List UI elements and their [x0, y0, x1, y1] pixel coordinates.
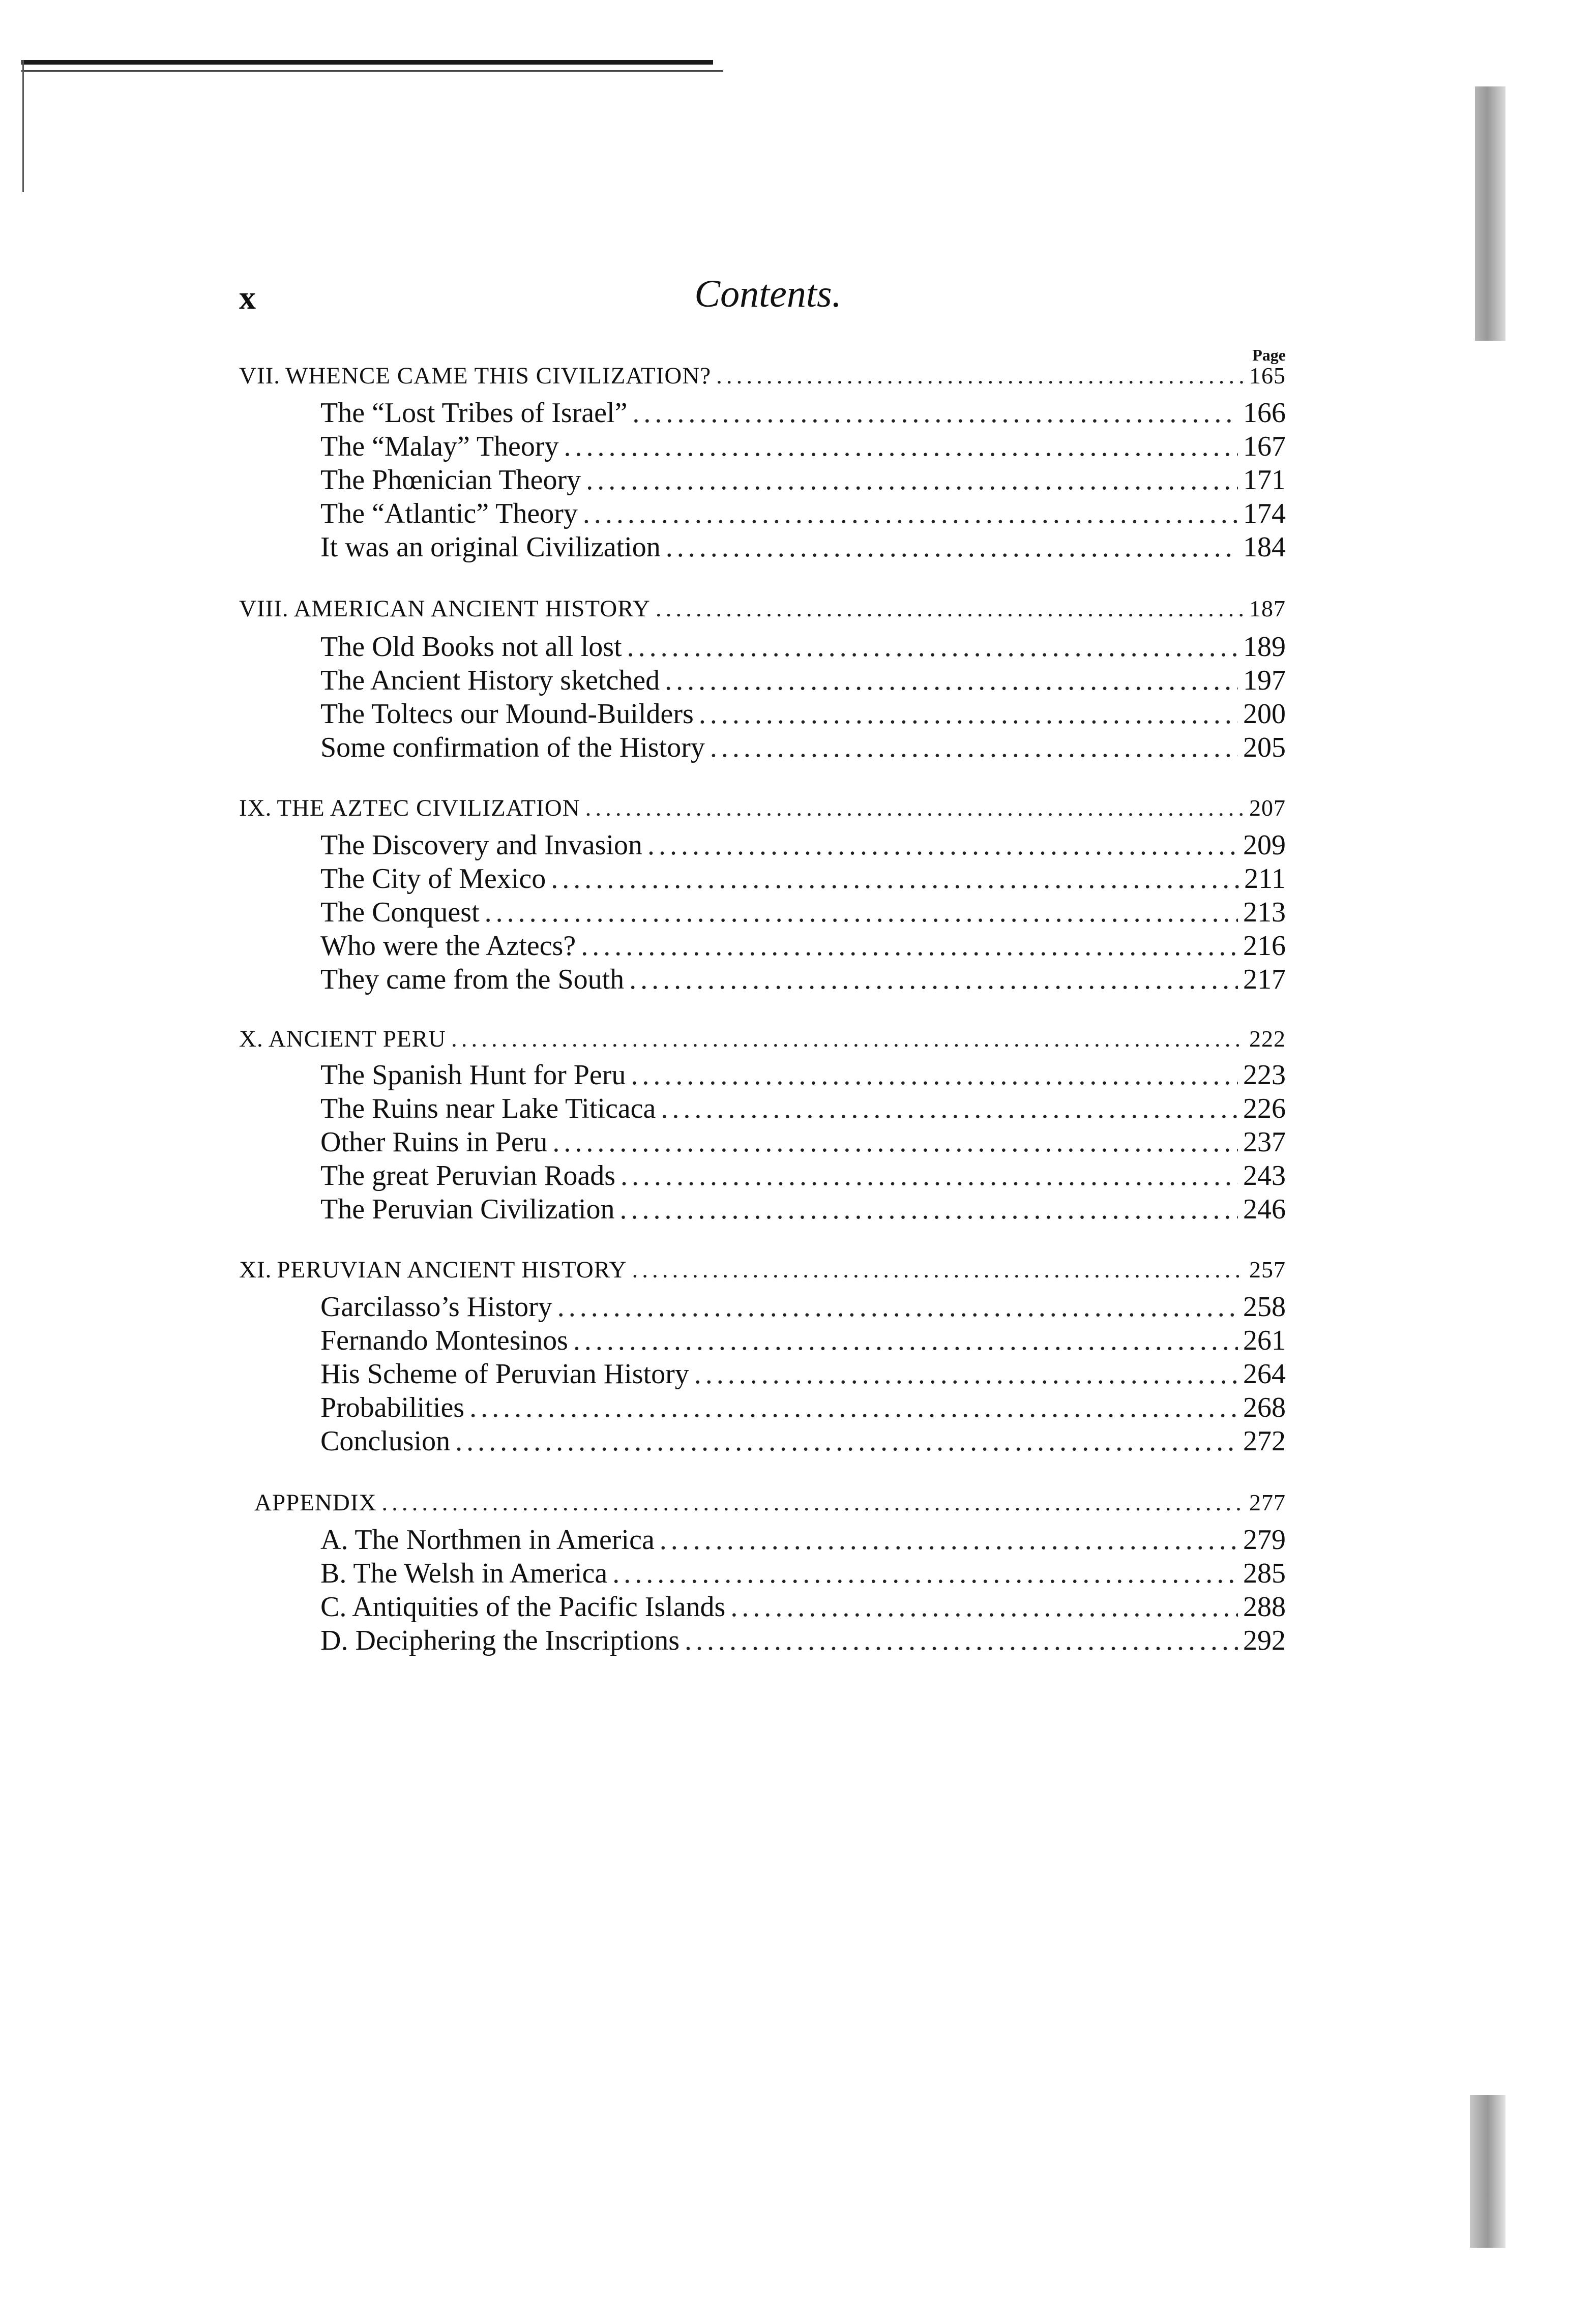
entry-page-number: 189 — [1243, 631, 1286, 663]
entry-page-number: 272 — [1243, 1425, 1286, 1457]
entry-page-number: 285 — [1243, 1558, 1286, 1589]
toc-entry-row — [320, 397, 1286, 429]
dot-leader — [621, 1159, 1238, 1192]
entry-title: The Old Books not all lost — [320, 631, 622, 663]
toc-entry-row — [320, 862, 1286, 895]
toc-entry-row — [320, 531, 1286, 563]
toc-chapter-row — [239, 1256, 1286, 1289]
chapter-title: AMERICAN ANCIENT HISTORY — [293, 595, 651, 622]
dot-leader — [694, 1358, 1238, 1390]
entry-page-number: 223 — [1243, 1059, 1286, 1091]
chapter-page-number: 257 — [1249, 1257, 1286, 1283]
toc-chapter-row — [254, 1489, 1286, 1522]
toc-entry-row — [320, 464, 1286, 496]
toc-entry-row — [320, 1159, 1286, 1192]
top-rule — [21, 60, 713, 65]
dot-leader — [627, 631, 1238, 663]
dot-leader — [656, 595, 1244, 622]
chapter-page-number: 165 — [1249, 363, 1286, 389]
entry-title: The “Lost Tribes of Israel” — [320, 397, 628, 429]
dot-leader — [661, 1092, 1238, 1125]
scanned-edge-shadow — [1475, 86, 1505, 341]
dot-leader — [685, 1624, 1238, 1657]
chapter-title: APPENDIX — [254, 1489, 377, 1516]
dot-leader — [730, 1591, 1238, 1623]
entry-page-number: 184 — [1243, 531, 1286, 563]
entry-page-number: 279 — [1243, 1524, 1286, 1556]
toc-entry-row — [320, 1524, 1286, 1556]
entry-title: It was an original Civilization — [320, 531, 661, 563]
dot-leader — [710, 731, 1238, 764]
toc-entry-row — [320, 698, 1286, 730]
toc-entry-row — [320, 1324, 1286, 1357]
entry-title: They came from the South — [320, 964, 625, 995]
entry-title: The Conquest — [320, 897, 480, 928]
toc-entry-row — [320, 1591, 1286, 1623]
chapter-number: VII. — [239, 363, 280, 389]
chapter-title: WHENCE CAME THIS CIVILIZATION? — [285, 363, 712, 389]
left-margin-rule — [22, 60, 24, 192]
dot-leader — [612, 1557, 1238, 1590]
entry-title: B. The Welsh in America — [320, 1558, 608, 1589]
dot-leader — [629, 963, 1238, 996]
entry-page-number: 264 — [1243, 1358, 1286, 1390]
toc-chapter-row — [239, 794, 1286, 827]
dot-leader — [631, 1059, 1238, 1091]
entry-title: Garcilasso’s History — [320, 1291, 552, 1323]
dot-leader — [665, 664, 1238, 697]
entry-page-number: 217 — [1243, 964, 1286, 995]
dot-leader — [647, 829, 1238, 861]
entry-title: Fernando Montesinos — [320, 1325, 568, 1356]
toc-entry-row — [320, 829, 1286, 861]
entry-page-number: 243 — [1243, 1160, 1286, 1191]
chapter-number: VIII. — [239, 595, 289, 622]
entry-page-number: 292 — [1243, 1625, 1286, 1656]
entry-title: The Ancient History sketched — [320, 665, 660, 696]
toc-entry-row — [320, 1092, 1286, 1125]
entry-page-number: 237 — [1243, 1126, 1286, 1158]
toc-entry-row — [320, 1291, 1286, 1323]
toc-entry-row — [320, 1193, 1286, 1226]
entry-page-number: 166 — [1243, 397, 1286, 429]
entry-page-number: 171 — [1243, 464, 1286, 496]
entry-title: The Toltecs our Mound-Builders — [320, 698, 694, 730]
toc-entry-row — [320, 1425, 1286, 1457]
entry-page-number: 213 — [1243, 897, 1286, 928]
toc-entry-row — [320, 430, 1286, 463]
entry-title: Some confirmation of the History — [320, 732, 705, 763]
toc-entry-row — [320, 1557, 1286, 1590]
entry-title: The “Malay” Theory — [320, 431, 559, 462]
entry-page-number: 216 — [1243, 930, 1286, 962]
dot-leader — [632, 397, 1238, 429]
toc-chapter-row — [239, 362, 1286, 395]
toc-entry-row — [320, 631, 1286, 663]
toc-entry-row — [320, 896, 1286, 929]
entry-title: The Peruvian Civilization — [320, 1194, 615, 1225]
dot-leader — [699, 698, 1238, 730]
entry-title: Conclusion — [320, 1425, 451, 1457]
dot-leader — [586, 464, 1238, 496]
entry-title: The Discovery and Invasion — [320, 829, 642, 861]
toc-entry-row — [320, 664, 1286, 697]
toc-entry-row — [320, 963, 1286, 996]
dot-leader — [573, 1324, 1238, 1357]
entry-page-number: 258 — [1243, 1291, 1286, 1323]
entry-page-number: 205 — [1243, 732, 1286, 763]
toc-entry-row — [320, 1391, 1286, 1424]
entry-title: The great Peruvian Roads — [320, 1160, 616, 1191]
dot-leader — [455, 1425, 1238, 1457]
dot-leader — [381, 1489, 1244, 1516]
dot-leader — [564, 430, 1238, 463]
entry-page-number: 174 — [1243, 498, 1286, 529]
dot-leader — [551, 862, 1239, 895]
entry-title: The “Atlantic” Theory — [320, 498, 578, 529]
toc-chapter-row — [239, 1025, 1286, 1058]
dot-leader — [583, 497, 1238, 530]
entry-title: Who were the Aztecs? — [320, 930, 576, 962]
dot-leader — [451, 1025, 1244, 1053]
entry-title: Other Ruins in Peru — [320, 1126, 548, 1158]
entry-page-number: 261 — [1243, 1325, 1286, 1356]
dot-leader — [660, 1524, 1238, 1556]
entry-page-number: 197 — [1243, 665, 1286, 696]
dot-leader — [469, 1391, 1238, 1424]
entry-page-number: 211 — [1244, 863, 1286, 895]
dot-leader — [620, 1193, 1238, 1226]
toc-chapter-row — [239, 595, 1286, 628]
chapter-number: XI. — [239, 1257, 272, 1283]
entry-page-number: 200 — [1243, 698, 1286, 730]
dot-leader — [716, 362, 1244, 390]
dot-leader — [585, 794, 1244, 822]
toc-entry-row — [320, 930, 1286, 962]
dot-leader — [632, 1256, 1245, 1284]
entry-title: C. Antiquities of the Pacific Islands — [320, 1591, 726, 1623]
entry-title: The Ruins near Lake Titicaca — [320, 1093, 656, 1124]
chapter-page-number: 187 — [1249, 595, 1286, 621]
page-number: x — [239, 279, 256, 316]
toc-entry-row — [320, 1059, 1286, 1091]
entry-title: The Phœnician Theory — [320, 464, 581, 496]
chapter-page-number: 222 — [1249, 1026, 1286, 1052]
chapter-page-number: 277 — [1249, 1489, 1286, 1515]
entry-title: His Scheme of Peruvian History — [320, 1358, 689, 1390]
entry-title: A. The Northmen in America — [320, 1524, 655, 1556]
toc-entry-row — [320, 1126, 1286, 1158]
dot-leader — [485, 896, 1238, 929]
entry-page-number: 226 — [1243, 1093, 1286, 1124]
entry-title: D. Deciphering the Inscriptions — [320, 1625, 680, 1656]
running-title: Contents. — [694, 273, 842, 315]
entry-title: Probabilities — [320, 1392, 465, 1423]
dot-leader — [581, 930, 1238, 962]
chapter-title: ANCIENT PERU — [268, 1026, 446, 1052]
toc-entry-row — [320, 1358, 1286, 1390]
toc-entry-row — [320, 497, 1286, 530]
entry-page-number: 209 — [1243, 829, 1286, 861]
chapter-page-number: 207 — [1249, 795, 1286, 821]
dot-leader — [666, 531, 1238, 563]
toc-entry-row — [320, 1624, 1286, 1657]
entry-page-number: 167 — [1243, 431, 1286, 462]
entry-page-number: 246 — [1243, 1194, 1286, 1225]
scanned-edge-shadow-lower — [1470, 2095, 1505, 2248]
dot-leader — [557, 1291, 1238, 1323]
page-column-heading: Page — [1252, 346, 1286, 364]
chapter-number: X. — [239, 1026, 263, 1052]
entry-title: The Spanish Hunt for Peru — [320, 1059, 626, 1091]
dot-leader — [552, 1126, 1238, 1158]
chapter-number: IX. — [239, 795, 272, 821]
entry-page-number: 288 — [1243, 1591, 1286, 1623]
top-rule-thin — [21, 70, 723, 72]
entry-page-number: 268 — [1243, 1392, 1286, 1423]
chapter-title: PERUVIAN ANCIENT HISTORY — [277, 1257, 627, 1283]
entry-title: The City of Mexico — [320, 863, 546, 895]
toc-entry-row — [320, 731, 1286, 764]
chapter-title: THE AZTEC CIVILIZATION — [277, 795, 580, 821]
